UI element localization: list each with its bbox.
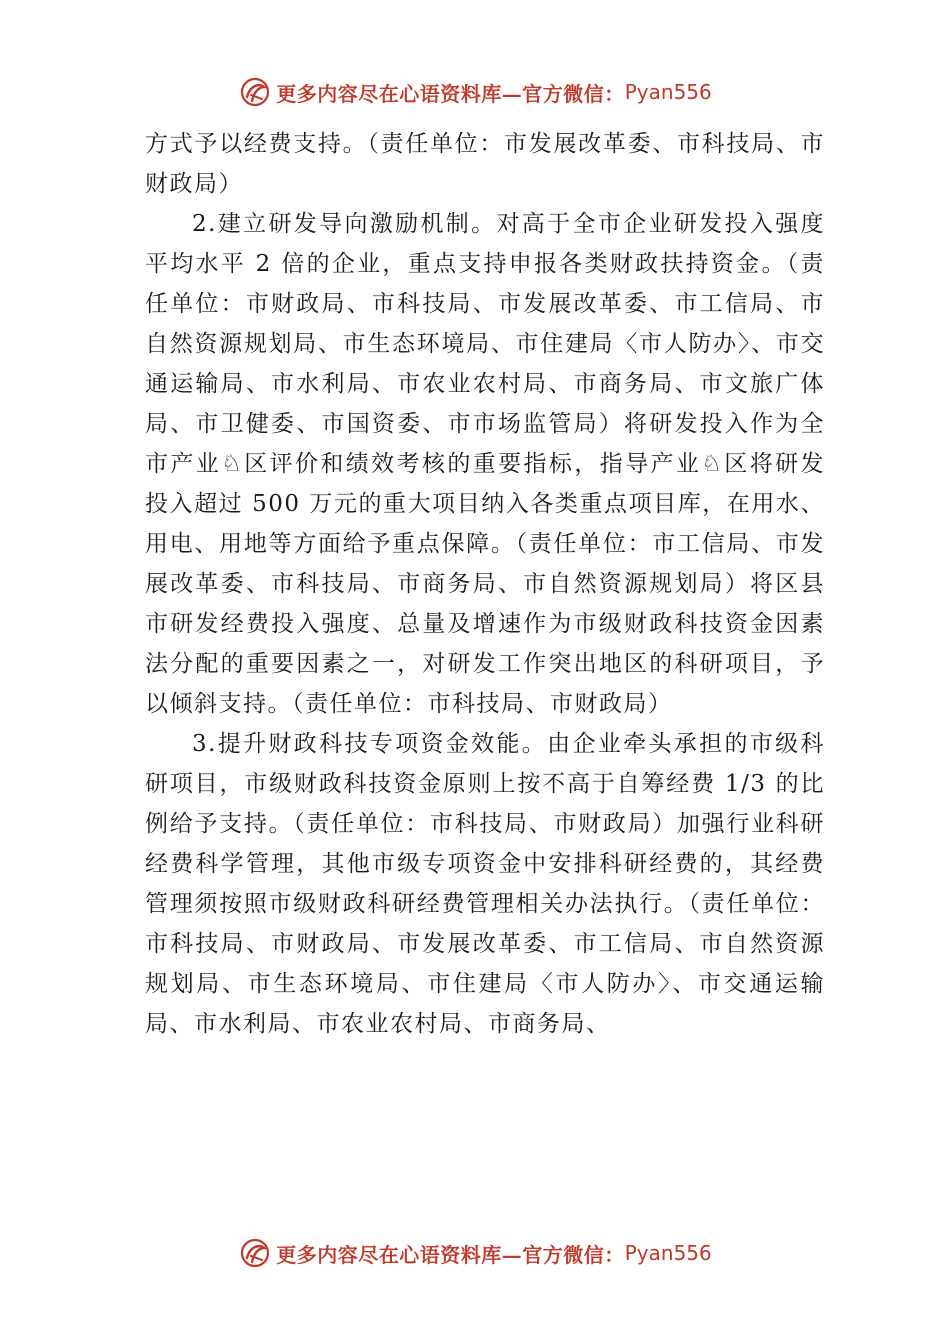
paragraph-3: 3.提升财政科技专项资金效能。由企业牵头承担的市级科研项目，市级财政科技资金原则上按不高于自筹经费 1/3 的比例给予支持。（责任单位：市科技局、市财政局）加强行业科研经费科学管理，其他市级专项资金中安排科研经费的，其经费管理须按照市级财政科研经费管理相关办法执行。（责任单位：市科技局、市财政局、市发展改革委、市工信局、市自然资源规划局、市生态环境局、市住建局〈市人防办〉、市交通运输局、市水利局、市农业农村局、市商务局、 bbox=[145, 731, 825, 1037]
swirl-logo-icon bbox=[238, 1236, 272, 1270]
footer-wechat-id: Pyan556 bbox=[624, 1241, 712, 1265]
header-banner-text: 更多内容尽在心语资料库—官方微信： bbox=[276, 81, 625, 106]
paragraph-2: 2.建立研发导向激励机制。对高于全市企业研发投入强度平均水平 2 倍的企业，重点支持申报各类财政扶持资金。（责任单位：市财政局、市科技局、市发展改革委、市工信局、市自然资源规划局、市生态环境局、市住建局〈市人防办〉、市交通运输局、市水利局、市农业农村局、市商务局、市文旅广体局、市卫健委、市国资委、市市场监管局）将研发投入作为全市产业♘区评价和绩效考核的重要指标，指导产业♘区将研发投入超过 500 万元的重大项目纳入各类重点项目库，在用水、用电、用地等方面给予重点保障。（责任单位：市工信局、市发展改革委、市科技局、市商务局、市自然资源规划局）将区县市研发经费投入强度、总量及增速作为市级财政科技资金因素法分配的重要因素之一，对研发工作突出地区的科研项目，予以倾斜支持。（责任单位：市科技局、市财政局） bbox=[145, 211, 825, 717]
header-banner bbox=[0, 70, 950, 114]
paragraph-1: 方式予以经费支持。（责任单位：市发展改革委、市科技局、市财政局） bbox=[145, 131, 825, 197]
swirl-logo-icon bbox=[238, 75, 272, 109]
document-body bbox=[145, 124, 825, 1044]
footer-banner-text: 更多内容尽在心语资料库—官方微信： bbox=[276, 1242, 625, 1267]
header-wechat-id: Pyan556 bbox=[624, 80, 712, 104]
footer-banner bbox=[0, 1231, 950, 1275]
